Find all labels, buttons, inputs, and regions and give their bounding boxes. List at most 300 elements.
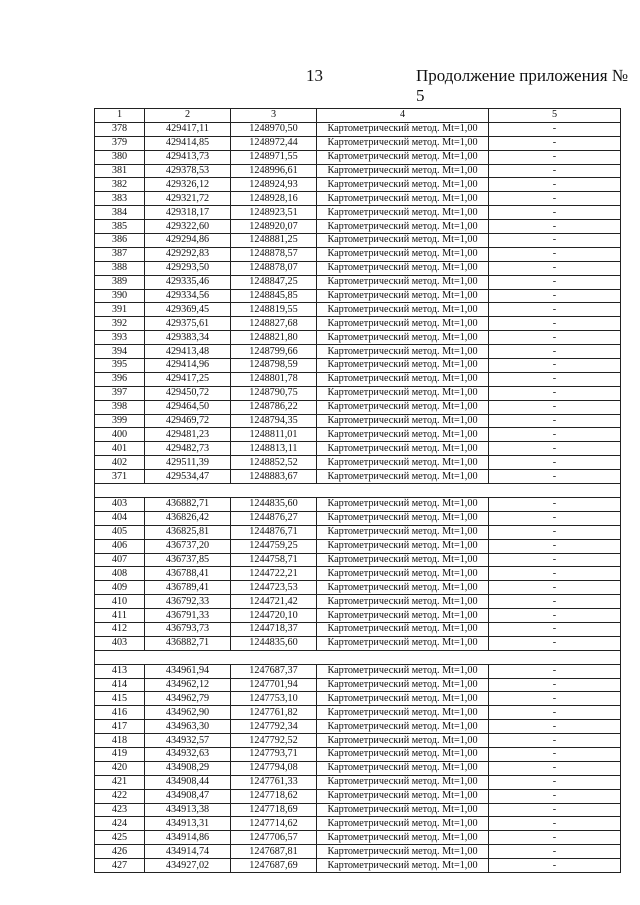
y-coordinate-cell: 1248821,80 [231, 331, 317, 345]
note-cell: - [489, 470, 621, 484]
table-header-row [95, 109, 621, 123]
method-cell: Картометрический метод. Mt=1,00 [317, 539, 489, 553]
y-coordinate-cell: 1248928,16 [231, 192, 317, 206]
note-cell: - [489, 206, 621, 220]
table-row [95, 345, 621, 359]
method-cell: Картометрический метод. Mt=1,00 [317, 456, 489, 470]
note-cell: - [489, 428, 621, 442]
column-header: 3 [231, 109, 317, 123]
note-cell: - [489, 664, 621, 678]
table-row [95, 400, 621, 414]
y-coordinate-cell: 1248881,25 [231, 234, 317, 248]
point-number-cell: 400 [95, 428, 145, 442]
method-cell: Картометрический метод. Mt=1,00 [317, 136, 489, 150]
x-coordinate-cell: 434961,94 [145, 664, 231, 678]
note-cell: - [489, 220, 621, 234]
point-number-cell: 381 [95, 164, 145, 178]
x-coordinate-cell: 429369,45 [145, 303, 231, 317]
x-coordinate-cell: 429417,11 [145, 122, 231, 136]
x-coordinate-cell: 434962,90 [145, 706, 231, 720]
table-row [95, 150, 621, 164]
point-number-cell: 395 [95, 359, 145, 373]
x-coordinate-cell: 434913,31 [145, 817, 231, 831]
point-number-cell: 407 [95, 553, 145, 567]
point-number-cell: 394 [95, 345, 145, 359]
note-cell: - [489, 734, 621, 748]
note-cell: - [489, 706, 621, 720]
point-number-cell: 420 [95, 761, 145, 775]
group-separator-row [95, 484, 621, 498]
point-number-cell: 388 [95, 261, 145, 275]
point-number-cell: 413 [95, 664, 145, 678]
point-number-cell: 402 [95, 456, 145, 470]
y-coordinate-cell: 1248790,75 [231, 386, 317, 400]
note-cell: - [489, 372, 621, 386]
point-number-cell: 403 [95, 636, 145, 650]
table-row [95, 220, 621, 234]
page-number: 13 [306, 66, 323, 85]
table-row [95, 192, 621, 206]
method-cell: Картометрический метод. Mt=1,00 [317, 345, 489, 359]
x-coordinate-cell: 436825,81 [145, 525, 231, 539]
y-coordinate-cell: 1248799,66 [231, 345, 317, 359]
x-coordinate-cell: 429482,73 [145, 442, 231, 456]
point-number-cell: 401 [95, 442, 145, 456]
point-number-cell: 398 [95, 400, 145, 414]
separator-cell [95, 484, 621, 498]
y-coordinate-cell: 1244718,37 [231, 622, 317, 636]
column-header: 1 [95, 109, 145, 123]
note-cell: - [489, 289, 621, 303]
point-number-cell: 393 [95, 331, 145, 345]
y-coordinate-cell: 1247718,62 [231, 789, 317, 803]
table-row [95, 511, 621, 525]
y-coordinate-cell: 1248798,59 [231, 359, 317, 373]
y-coordinate-cell: 1248852,52 [231, 456, 317, 470]
note-cell: - [489, 747, 621, 761]
x-coordinate-cell: 436737,20 [145, 539, 231, 553]
point-number-cell: 380 [95, 150, 145, 164]
method-cell: Картометрический метод. Mt=1,00 [317, 831, 489, 845]
method-cell: Картометрический метод. Mt=1,00 [317, 734, 489, 748]
note-cell: - [489, 525, 621, 539]
point-number-cell: 389 [95, 275, 145, 289]
method-cell: Картометрический метод. Mt=1,00 [317, 622, 489, 636]
note-cell: - [489, 247, 621, 261]
table-row [95, 164, 621, 178]
point-number-cell: 392 [95, 317, 145, 331]
method-cell: Картометрический метод. Mt=1,00 [317, 372, 489, 386]
point-number-cell: 426 [95, 845, 145, 859]
x-coordinate-cell: 429414,85 [145, 136, 231, 150]
x-coordinate-cell: 434908,29 [145, 761, 231, 775]
y-coordinate-cell: 1244835,60 [231, 497, 317, 511]
x-coordinate-cell: 434963,30 [145, 720, 231, 734]
point-number-cell: 390 [95, 289, 145, 303]
method-cell: Картометрический метод. Mt=1,00 [317, 178, 489, 192]
method-cell: Картометрический метод. Mt=1,00 [317, 317, 489, 331]
table-row [95, 539, 621, 553]
x-coordinate-cell: 429450,72 [145, 386, 231, 400]
x-coordinate-cell: 436791,33 [145, 609, 231, 623]
note-cell: - [489, 595, 621, 609]
note-cell: - [489, 136, 621, 150]
point-number-cell: 417 [95, 720, 145, 734]
table-row [95, 803, 621, 817]
y-coordinate-cell: 1248827,68 [231, 317, 317, 331]
point-number-cell: 404 [95, 511, 145, 525]
table-row [95, 775, 621, 789]
point-number-cell: 382 [95, 178, 145, 192]
method-cell: Картометрический метод. Mt=1,00 [317, 442, 489, 456]
method-cell: Картометрический метод. Mt=1,00 [317, 859, 489, 873]
x-coordinate-cell: 434913,38 [145, 803, 231, 817]
method-cell: Картометрический метод. Mt=1,00 [317, 553, 489, 567]
method-cell: Картометрический метод. Mt=1,00 [317, 761, 489, 775]
note-cell: - [489, 831, 621, 845]
x-coordinate-cell: 434932,63 [145, 747, 231, 761]
point-number-cell: 371 [95, 470, 145, 484]
y-coordinate-cell: 1247714,62 [231, 817, 317, 831]
point-number-cell: 412 [95, 622, 145, 636]
table-row [95, 442, 621, 456]
table-row [95, 206, 621, 220]
y-coordinate-cell: 1248878,07 [231, 261, 317, 275]
y-coordinate-cell: 1248972,44 [231, 136, 317, 150]
point-number-cell: 406 [95, 539, 145, 553]
x-coordinate-cell: 429326,12 [145, 178, 231, 192]
note-cell: - [489, 609, 621, 623]
x-coordinate-cell: 434914,74 [145, 845, 231, 859]
x-coordinate-cell: 436793,73 [145, 622, 231, 636]
note-cell: - [489, 636, 621, 650]
point-number-cell: 421 [95, 775, 145, 789]
column-header: 5 [489, 109, 621, 123]
table-row [95, 678, 621, 692]
y-coordinate-cell: 1247687,37 [231, 664, 317, 678]
y-coordinate-cell: 1248883,67 [231, 470, 317, 484]
method-cell: Картометрический метод. Mt=1,00 [317, 636, 489, 650]
method-cell: Картометрический метод. Mt=1,00 [317, 775, 489, 789]
note-cell: - [489, 539, 621, 553]
method-cell: Картометрический метод. Mt=1,00 [317, 525, 489, 539]
note-cell: - [489, 456, 621, 470]
note-cell: - [489, 511, 621, 525]
y-coordinate-cell: 1247701,94 [231, 678, 317, 692]
note-cell: - [489, 859, 621, 873]
y-coordinate-cell: 1244876,27 [231, 511, 317, 525]
y-coordinate-cell: 1248878,57 [231, 247, 317, 261]
note-cell: - [489, 622, 621, 636]
x-coordinate-cell: 429318,17 [145, 206, 231, 220]
table-row [95, 470, 621, 484]
method-cell: Картометрический метод. Mt=1,00 [317, 706, 489, 720]
x-coordinate-cell: 429464,50 [145, 400, 231, 414]
y-coordinate-cell: 1248996,61 [231, 164, 317, 178]
table-row [95, 289, 621, 303]
y-coordinate-cell: 1248971,55 [231, 150, 317, 164]
table-row [95, 122, 621, 136]
y-coordinate-cell: 1248970,50 [231, 122, 317, 136]
table-row [95, 178, 621, 192]
table-row [95, 734, 621, 748]
y-coordinate-cell: 1248786,22 [231, 400, 317, 414]
y-coordinate-cell: 1248845,85 [231, 289, 317, 303]
method-cell: Картометрический метод. Mt=1,00 [317, 845, 489, 859]
x-coordinate-cell: 429294,86 [145, 234, 231, 248]
point-number-cell: 424 [95, 817, 145, 831]
method-cell: Картометрический метод. Mt=1,00 [317, 567, 489, 581]
note-cell: - [489, 414, 621, 428]
point-number-cell: 410 [95, 595, 145, 609]
table-row [95, 331, 621, 345]
note-cell: - [489, 803, 621, 817]
x-coordinate-cell: 436789,41 [145, 581, 231, 595]
x-coordinate-cell: 429375,61 [145, 317, 231, 331]
method-cell: Картометрический метод. Mt=1,00 [317, 581, 489, 595]
method-cell: Картометрический метод. Mt=1,00 [317, 234, 489, 248]
point-number-cell: 415 [95, 692, 145, 706]
table-row [95, 706, 621, 720]
note-cell: - [489, 442, 621, 456]
table-row [95, 553, 621, 567]
x-coordinate-cell: 429511,39 [145, 456, 231, 470]
table-row [95, 359, 621, 373]
y-coordinate-cell: 1248794,35 [231, 414, 317, 428]
method-cell: Картометрический метод. Mt=1,00 [317, 595, 489, 609]
table-row [95, 747, 621, 761]
y-coordinate-cell: 1247794,08 [231, 761, 317, 775]
method-cell: Картометрический метод. Mt=1,00 [317, 122, 489, 136]
y-coordinate-cell: 1244720,10 [231, 609, 317, 623]
point-number-cell: 385 [95, 220, 145, 234]
coordinates-table [94, 108, 621, 873]
method-cell: Картометрический метод. Mt=1,00 [317, 470, 489, 484]
method-cell: Картометрический метод. Mt=1,00 [317, 428, 489, 442]
note-cell: - [489, 331, 621, 345]
x-coordinate-cell: 429335,46 [145, 275, 231, 289]
y-coordinate-cell: 1248819,55 [231, 303, 317, 317]
x-coordinate-cell: 429292,83 [145, 247, 231, 261]
note-cell: - [489, 692, 621, 706]
point-number-cell: 418 [95, 734, 145, 748]
note-cell: - [489, 789, 621, 803]
y-coordinate-cell: 1244722,21 [231, 567, 317, 581]
table-row [95, 317, 621, 331]
table-row [95, 303, 621, 317]
x-coordinate-cell: 434962,12 [145, 678, 231, 692]
table-row [95, 622, 621, 636]
x-coordinate-cell: 429383,34 [145, 331, 231, 345]
note-cell: - [489, 122, 621, 136]
note-cell: - [489, 234, 621, 248]
y-coordinate-cell: 1247753,10 [231, 692, 317, 706]
table-row [95, 261, 621, 275]
page-heading: Продолжение приложения № 5 [416, 66, 629, 105]
method-cell: Картометрический метод. Mt=1,00 [317, 414, 489, 428]
method-cell: Картометрический метод. Mt=1,00 [317, 386, 489, 400]
method-cell: Картометрический метод. Mt=1,00 [317, 150, 489, 164]
x-coordinate-cell: 429293,50 [145, 261, 231, 275]
point-number-cell: 397 [95, 386, 145, 400]
point-number-cell: 411 [95, 609, 145, 623]
y-coordinate-cell: 1248924,93 [231, 178, 317, 192]
table-body [95, 122, 621, 872]
note-cell: - [489, 261, 621, 275]
point-number-cell: 409 [95, 581, 145, 595]
note-cell: - [489, 581, 621, 595]
note-cell: - [489, 400, 621, 414]
y-coordinate-cell: 1247761,33 [231, 775, 317, 789]
table-row [95, 428, 621, 442]
table-row [95, 386, 621, 400]
point-number-cell: 383 [95, 192, 145, 206]
y-coordinate-cell: 1247761,82 [231, 706, 317, 720]
column-header: 4 [317, 109, 489, 123]
x-coordinate-cell: 434908,47 [145, 789, 231, 803]
point-number-cell: 384 [95, 206, 145, 220]
column-header: 2 [145, 109, 231, 123]
point-number-cell: 422 [95, 789, 145, 803]
x-coordinate-cell: 429534,47 [145, 470, 231, 484]
method-cell: Картометрический метод. Mt=1,00 [317, 664, 489, 678]
x-coordinate-cell: 436882,71 [145, 636, 231, 650]
table-row [95, 581, 621, 595]
method-cell: Картометрический метод. Mt=1,00 [317, 220, 489, 234]
y-coordinate-cell: 1247687,69 [231, 859, 317, 873]
point-number-cell: 396 [95, 372, 145, 386]
method-cell: Картометрический метод. Mt=1,00 [317, 511, 489, 525]
x-coordinate-cell: 434932,57 [145, 734, 231, 748]
note-cell: - [489, 192, 621, 206]
y-coordinate-cell: 1248813,11 [231, 442, 317, 456]
method-cell: Картометрический метод. Mt=1,00 [317, 747, 489, 761]
note-cell: - [489, 178, 621, 192]
x-coordinate-cell: 429321,72 [145, 192, 231, 206]
table-row [95, 275, 621, 289]
x-coordinate-cell: 436882,71 [145, 497, 231, 511]
y-coordinate-cell: 1248801,78 [231, 372, 317, 386]
note-cell: - [489, 678, 621, 692]
table-row [95, 817, 621, 831]
x-coordinate-cell: 429322,60 [145, 220, 231, 234]
note-cell: - [489, 345, 621, 359]
note-cell: - [489, 817, 621, 831]
table-row [95, 456, 621, 470]
x-coordinate-cell: 429481,23 [145, 428, 231, 442]
method-cell: Картометрический метод. Mt=1,00 [317, 803, 489, 817]
point-number-cell: 399 [95, 414, 145, 428]
x-coordinate-cell: 434927,02 [145, 859, 231, 873]
point-number-cell: 405 [95, 525, 145, 539]
note-cell: - [489, 386, 621, 400]
method-cell: Картометрический метод. Mt=1,00 [317, 331, 489, 345]
table-row [95, 247, 621, 261]
point-number-cell: 423 [95, 803, 145, 817]
note-cell: - [489, 275, 621, 289]
method-cell: Картометрический метод. Mt=1,00 [317, 192, 489, 206]
note-cell: - [489, 303, 621, 317]
y-coordinate-cell: 1248923,51 [231, 206, 317, 220]
y-coordinate-cell: 1247792,34 [231, 720, 317, 734]
table-row [95, 761, 621, 775]
y-coordinate-cell: 1247687,81 [231, 845, 317, 859]
y-coordinate-cell: 1247792,52 [231, 734, 317, 748]
x-coordinate-cell: 429378,53 [145, 164, 231, 178]
x-coordinate-cell: 429469,72 [145, 414, 231, 428]
y-coordinate-cell: 1244876,71 [231, 525, 317, 539]
table-row [95, 497, 621, 511]
method-cell: Картометрический метод. Mt=1,00 [317, 206, 489, 220]
point-number-cell: 379 [95, 136, 145, 150]
point-number-cell: 427 [95, 859, 145, 873]
method-cell: Картометрический метод. Mt=1,00 [317, 692, 489, 706]
table-row [95, 636, 621, 650]
note-cell: - [489, 720, 621, 734]
point-number-cell: 425 [95, 831, 145, 845]
point-number-cell: 414 [95, 678, 145, 692]
note-cell: - [489, 761, 621, 775]
y-coordinate-cell: 1247718,69 [231, 803, 317, 817]
method-cell: Картометрический метод. Mt=1,00 [317, 678, 489, 692]
method-cell: Картометрический метод. Mt=1,00 [317, 261, 489, 275]
method-cell: Картометрический метод. Mt=1,00 [317, 609, 489, 623]
point-number-cell: 416 [95, 706, 145, 720]
note-cell: - [489, 359, 621, 373]
table-row [95, 609, 621, 623]
method-cell: Картометрический метод. Mt=1,00 [317, 720, 489, 734]
point-number-cell: 408 [95, 567, 145, 581]
y-coordinate-cell: 1244759,25 [231, 539, 317, 553]
x-coordinate-cell: 429334,56 [145, 289, 231, 303]
note-cell: - [489, 845, 621, 859]
table-row [95, 414, 621, 428]
method-cell: Картометрический метод. Mt=1,00 [317, 247, 489, 261]
method-cell: Картометрический метод. Mt=1,00 [317, 497, 489, 511]
y-coordinate-cell: 1244723,53 [231, 581, 317, 595]
x-coordinate-cell: 434908,44 [145, 775, 231, 789]
note-cell: - [489, 164, 621, 178]
y-coordinate-cell: 1248811,01 [231, 428, 317, 442]
y-coordinate-cell: 1244835,60 [231, 636, 317, 650]
table-row [95, 372, 621, 386]
x-coordinate-cell: 429417,25 [145, 372, 231, 386]
y-coordinate-cell: 1244758,71 [231, 553, 317, 567]
method-cell: Картометрический метод. Mt=1,00 [317, 400, 489, 414]
method-cell: Картометрический метод. Mt=1,00 [317, 789, 489, 803]
y-coordinate-cell: 1247793,71 [231, 747, 317, 761]
table-row [95, 525, 621, 539]
table-row [95, 859, 621, 873]
method-cell: Картометрический метод. Mt=1,00 [317, 359, 489, 373]
note-cell: - [489, 317, 621, 331]
method-cell: Картометрический метод. Mt=1,00 [317, 289, 489, 303]
point-number-cell: 403 [95, 497, 145, 511]
table-row [95, 692, 621, 706]
note-cell: - [489, 775, 621, 789]
x-coordinate-cell: 436737,85 [145, 553, 231, 567]
method-cell: Картометрический метод. Mt=1,00 [317, 303, 489, 317]
table-row [95, 234, 621, 248]
method-cell: Картометрический метод. Mt=1,00 [317, 817, 489, 831]
x-coordinate-cell: 429413,73 [145, 150, 231, 164]
table-row [95, 567, 621, 581]
x-coordinate-cell: 434962,79 [145, 692, 231, 706]
note-cell: - [489, 497, 621, 511]
note-cell: - [489, 150, 621, 164]
point-number-cell: 387 [95, 247, 145, 261]
table-row [95, 136, 621, 150]
